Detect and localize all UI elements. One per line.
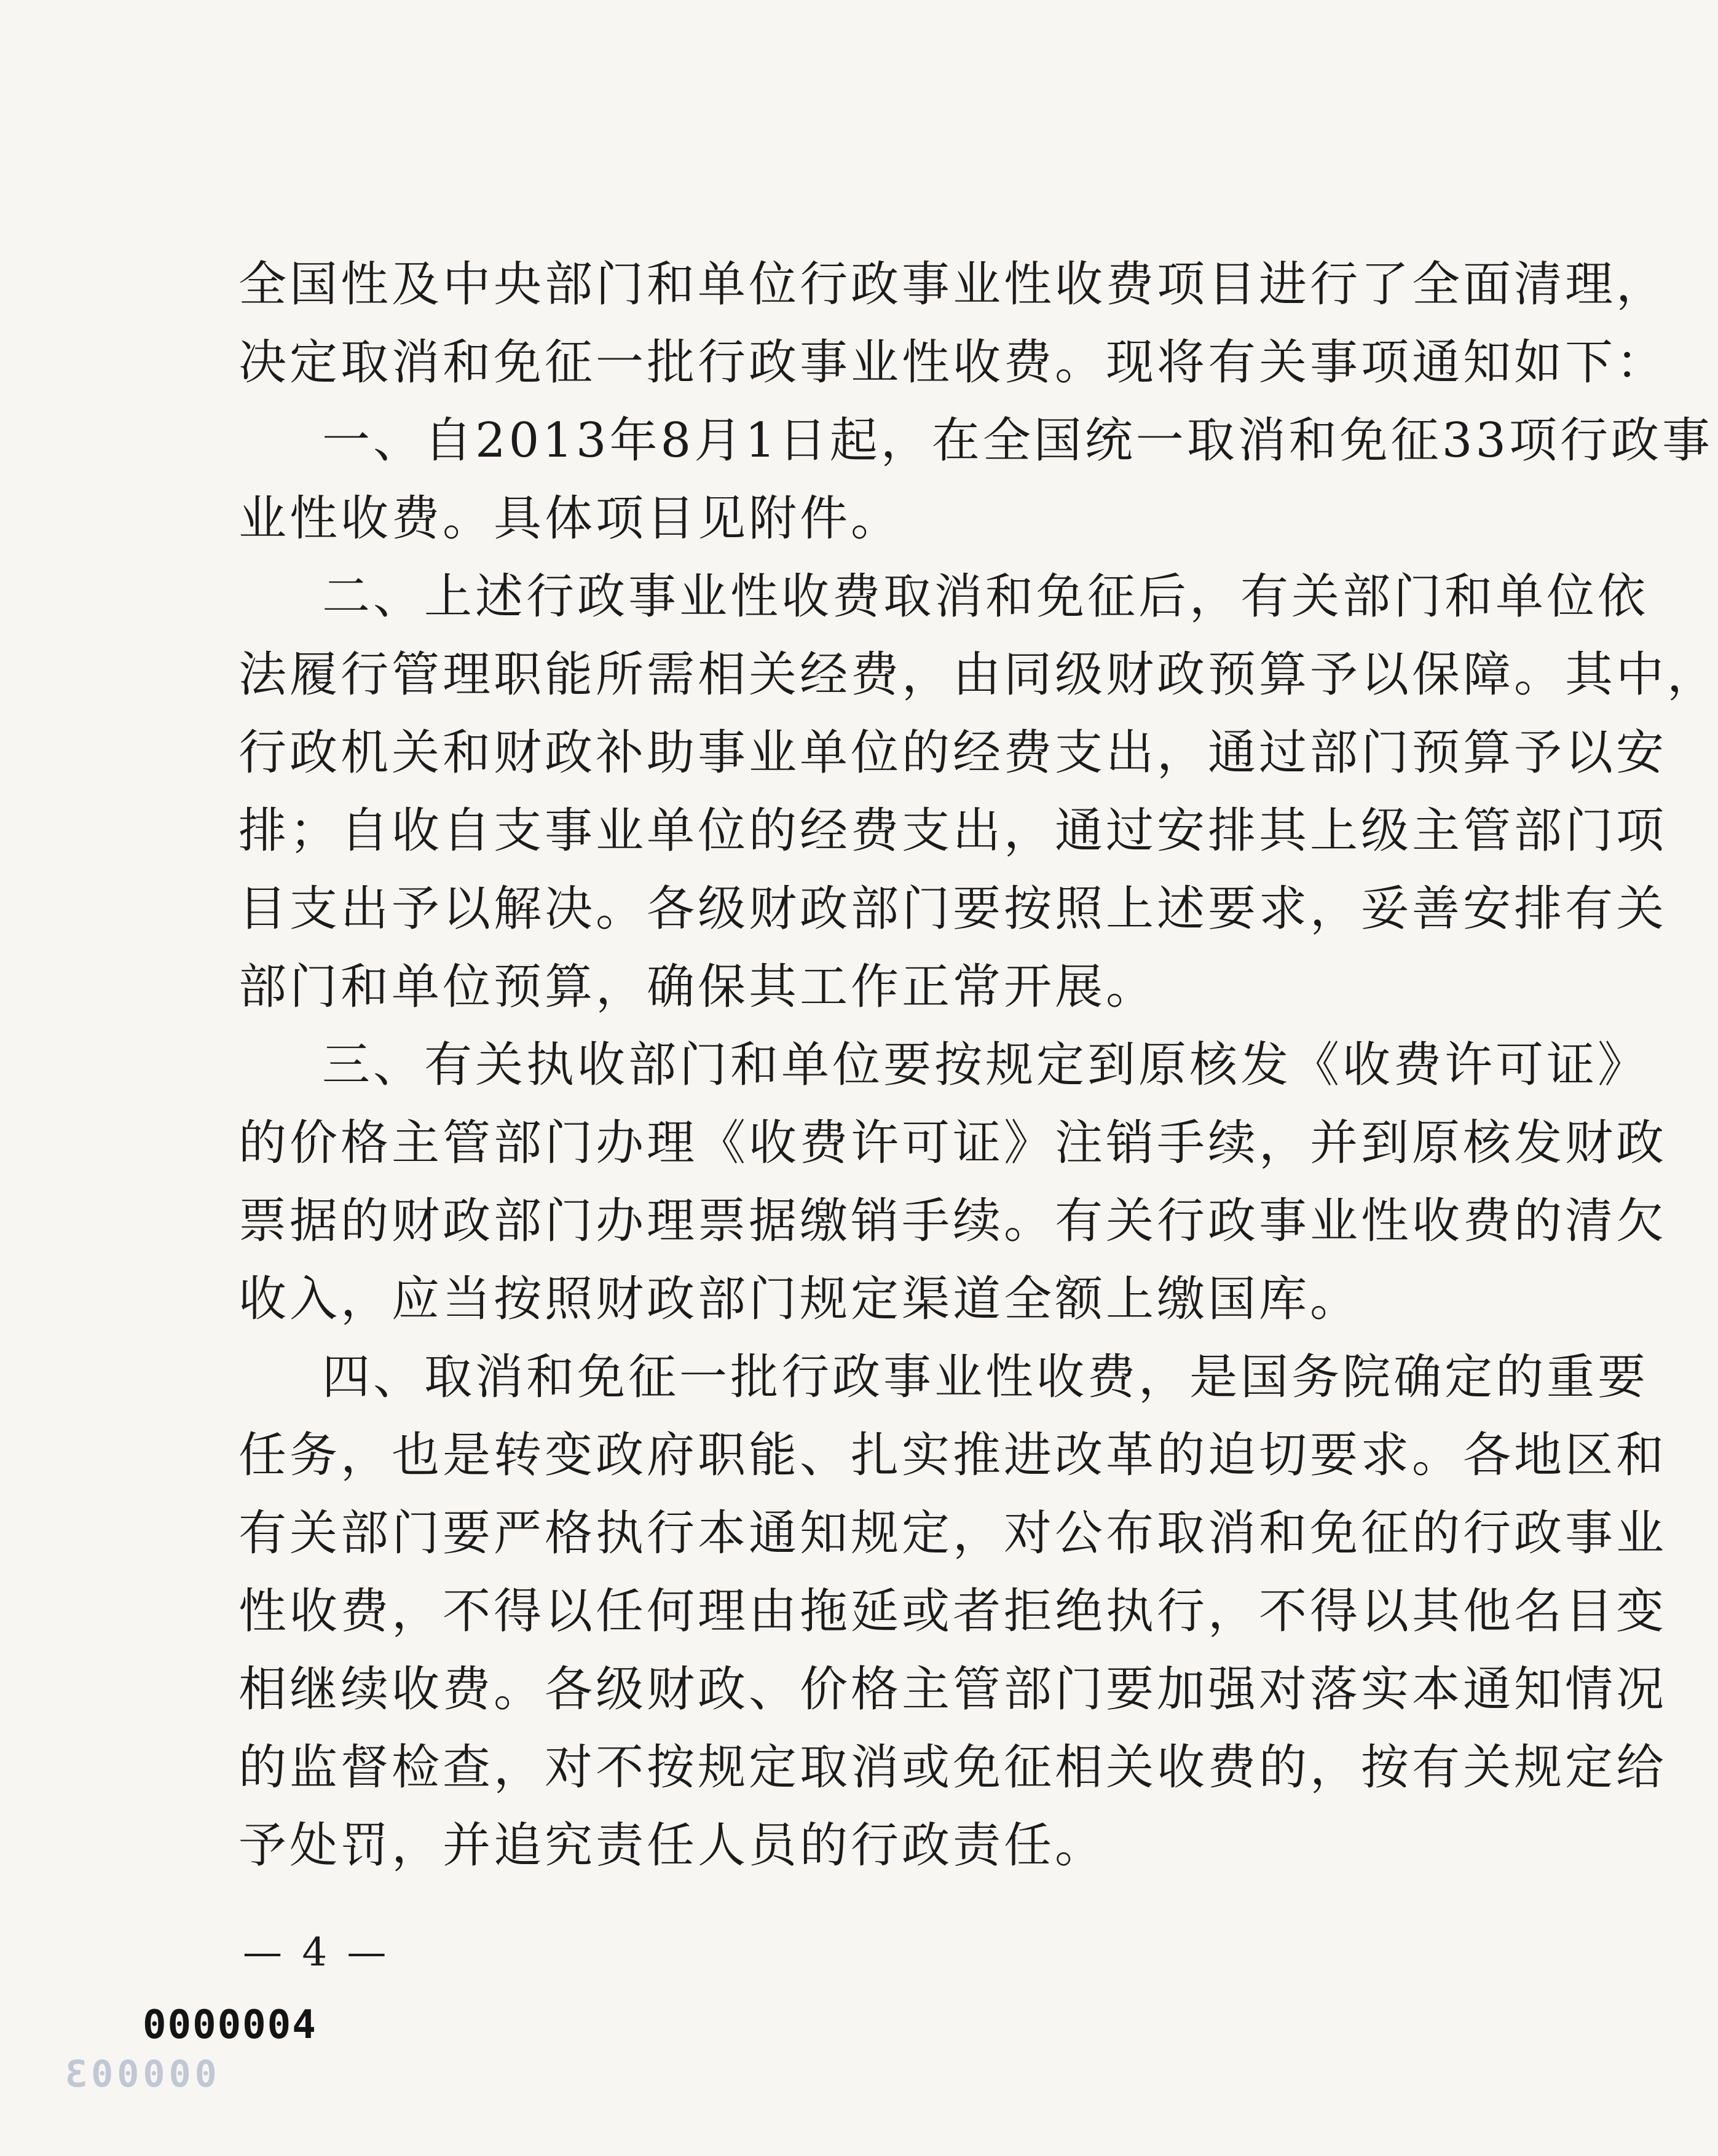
text-line: 收入，应当按照财政部门规定渠道全额上缴国库。	[238, 1272, 1361, 1327]
paragraph-item-1	[238, 402, 1714, 558]
text-line: 任务，也是转变政府职能、扎实推进改革的迫切要求。各地区和	[238, 1428, 1668, 1483]
text-line: 性收费，不得以任何理由拖延或者拒绝执行，不得以其他名目变	[238, 1584, 1668, 1639]
text-line: 全国性及中央部门和单位行政事业性收费项目进行了全面清理，	[238, 257, 1668, 312]
text-line: 法履行管理职能所需相关经费，由同级财政预算予以保障。其中，	[238, 647, 1718, 702]
document-body	[238, 246, 1718, 1885]
paragraph-item-4	[238, 1339, 1668, 1885]
paragraph-intro	[238, 246, 1668, 402]
text-line: 有关部门要严格执行本通知规定，对公布取消和免征的行政事业	[238, 1506, 1668, 1561]
text-line: 部门和单位预算，确保其工作正常开展。	[238, 959, 1157, 1015]
text-line: 三、有关执收部门和单位要按规定到原核发《收费许可证》	[322, 1037, 1649, 1093]
text-line: 行政机关和财政补助事业单位的经费支出，通过部门预算予以安	[238, 725, 1668, 781]
text-line: 目支出予以解决。各级财政部门要按照上述要求，妥善安排有关	[238, 881, 1668, 937]
text-line: 排；自收自支事业单位的经费支出，通过安排其上级主管部门项	[238, 803, 1668, 859]
text-line: 予处罚，并追究责任人员的行政责任。	[238, 1818, 1106, 1873]
text-line: 业性收费。具体项目见附件。	[238, 491, 902, 546]
text-line: 决定取消和免征一批行政事业性收费。现将有关事项通知如下：	[238, 335, 1668, 390]
serial-stamp-bleed: 000003	[61, 2053, 217, 2096]
serial-number: 0000004	[143, 2002, 317, 2048]
text-line: 相继续收费。各级财政、价格主管部门要加强对落实本通知情况	[238, 1662, 1668, 1717]
text-line: 的监督检查，对不按规定取消或免征相关收费的，按有关规定给	[238, 1740, 1668, 1795]
text-line: 的价格主管部门办理《收费许可证》注销手续，并到原核发财政	[238, 1115, 1668, 1171]
page-number: — 4 —	[243, 1930, 390, 1975]
text-line: 二、上述行政事业性收费取消和免征后，有关部门和单位依	[322, 569, 1649, 624]
text-line: 四、取消和免征一批行政事业性收费，是国务院确定的重要	[322, 1350, 1649, 1405]
paragraph-item-3	[238, 1026, 1668, 1339]
text-line: 一、自2013年8月1日起，在全国统一取消和免征33项行政事	[322, 413, 1714, 468]
text-line: 票据的财政部门办理票据缴销手续。有关行政事业性收费的清欠	[238, 1194, 1668, 1249]
paragraph-item-2	[238, 558, 1718, 1026]
